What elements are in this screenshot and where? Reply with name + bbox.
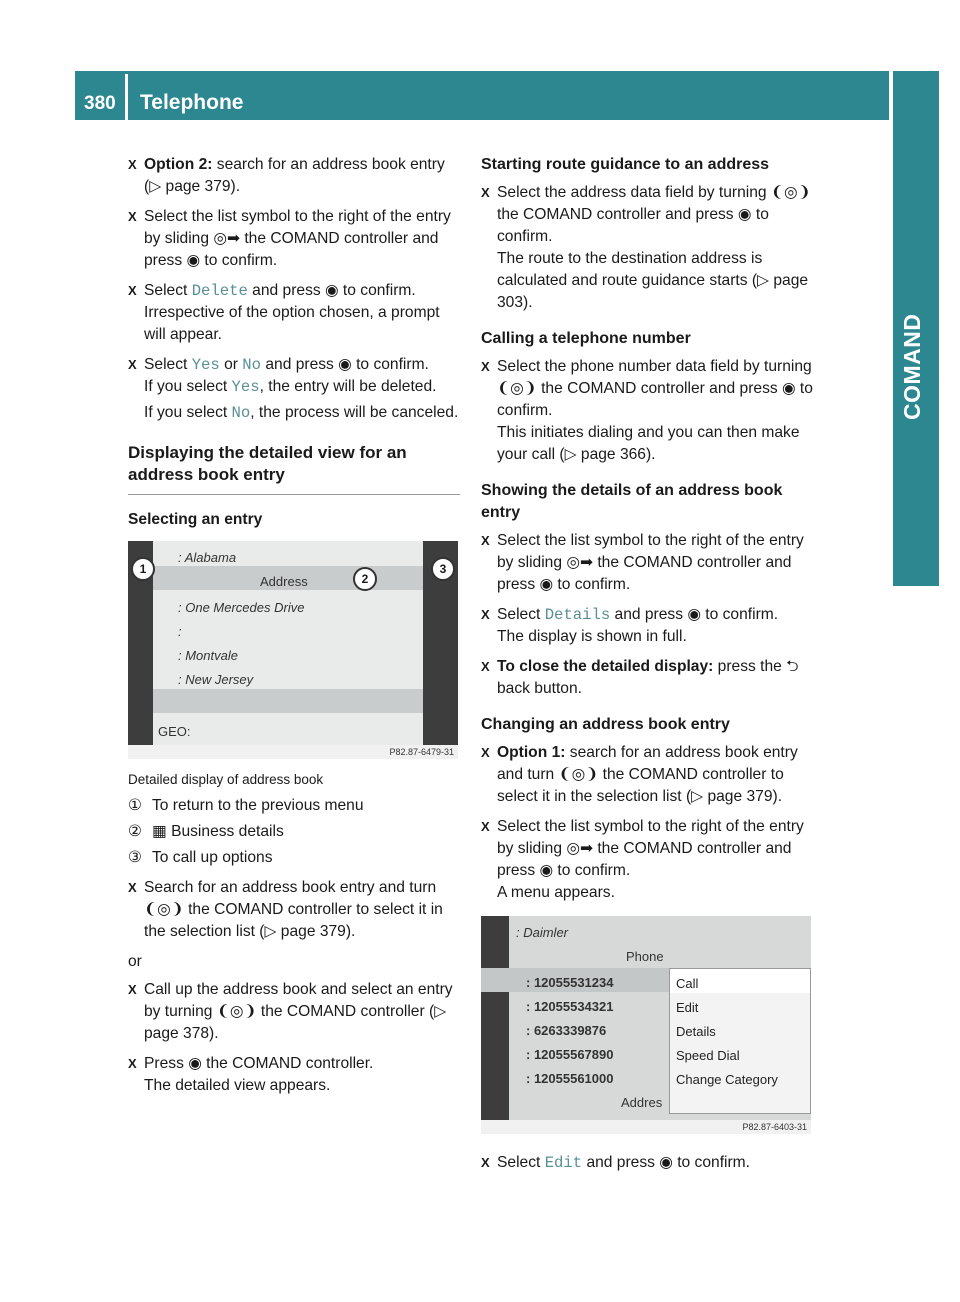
step-close-detail: X To close the detailed display: press the ⮌ back button. [481, 658, 799, 697]
step-call-up-address-book: X Call up the address book and select an entry by turning ❨◎❩ the COMAND controller (▷ page 378). [128, 981, 453, 1042]
number-2: : 12055534321 [526, 999, 614, 1014]
screenshot-code: P82.87-6479-31 [128, 745, 458, 759]
menu-item-edit[interactable]: Edit [676, 1000, 699, 1015]
side-tab-label: COMAND [899, 313, 925, 420]
figure-caption: Detailed display of address book [128, 772, 324, 787]
step-press-controller: X Press ◉ the COMAND controller. The detailed view appears. [128, 1055, 374, 1094]
step-select-list-symbol: X Select the list symbol to the right of the entry by sliding ◎➡ the COMAND controller and press ◉ to confirm. [128, 208, 451, 269]
field-street: : One Mercedes Drive [178, 600, 305, 615]
detailed-view-screenshot [128, 541, 458, 759]
step-option-1: X Option 1: search for an address book entry and turn ❨◎❩ the COMAND controller to select it in the selection list (▷ page 379). [481, 744, 798, 805]
legend-item-2: ② ▦ Business details [128, 823, 284, 840]
step-select-list-symbol-2: X Select the list symbol to the right of the entry by sliding ◎➡ the COMAND controller and press ◉ to confirm. [481, 532, 804, 593]
contact-name: : Daimler [516, 925, 569, 940]
step-option-2: X Option 2: search for an address book entry (▷ page 379). [128, 156, 445, 195]
field-geo: GEO: [158, 724, 191, 739]
field-city: : Montvale [178, 648, 238, 663]
heading-changing: Changing an address book entry [481, 716, 730, 733]
heading-route-guidance: Starting route guidance to an address [481, 156, 770, 173]
screenshot-code-2: P82.87-6403-31 [481, 1120, 811, 1134]
step-select-details: X Select Details and press ◉ to confirm. The display is shown in full. [481, 606, 779, 645]
left-column [128, 154, 460, 1105]
menu-item-call[interactable]: Call [676, 976, 699, 991]
callout-1: 1 [131, 557, 155, 581]
chapter-title: Telephone [140, 91, 244, 114]
header-divider [125, 74, 128, 120]
options-menu [669, 968, 811, 1114]
field-state: : Alabama [178, 550, 237, 565]
step-select-yes-no: X Select Yes or No and press ◉ to confirm. If you select Yes, the entry will be deleted. If you select No, the process will be canceled. [128, 356, 459, 422]
field-address-label: Address [260, 574, 308, 589]
phone-label: Phone [626, 949, 664, 964]
number-4: : 12055567890 [526, 1047, 614, 1062]
number-1: : 12055531234 [526, 975, 614, 990]
or-text: or [128, 953, 142, 970]
step-select-delete: X Select Delete and press ◉ to confirm. Irrespective of the option chosen, a prompt will appear. [128, 282, 440, 343]
menu-item-change-category[interactable]: Change Category [676, 1072, 778, 1087]
delete-code: Delete [191, 282, 248, 300]
step-search-entry: X Search for an address book entry and turn ❨◎❩ the COMAND controller to select it in the selection list (▷ page 379). [128, 879, 443, 940]
field-empty: : [178, 624, 182, 639]
menu-item-speed-dial[interactable]: Speed Dial [676, 1048, 740, 1063]
number-3: : 6263339876 [526, 1023, 607, 1038]
step-select-edit: X Select Edit and press ◉ to confirm. [481, 1154, 751, 1172]
callout-2: 2 [353, 567, 377, 591]
callout-3: 3 [431, 557, 455, 581]
phone-menu-screenshot [481, 916, 811, 1134]
number-5: : 12055561000 [526, 1071, 614, 1086]
step-select-list-symbol-3: X Select the list symbol to the right of the entry by sliding ◎➡ the COMAND controller and press ◉ to confirm. A menu appears. [481, 818, 804, 901]
step-select-address-field: X Select the address data field by turning ❨◎❩ the COMAND controller and press ◉ to confirm. The route to the destination address is calculated and route guidance starts (▷ page 303). [481, 184, 811, 311]
field-region: : New Jersey [178, 672, 254, 687]
subheading: Selecting an entry [128, 511, 263, 528]
step-select-phone-field: X Select the phone number data field by turning ❨◎❩ the COMAND controller and press ◉ to confirm. This initiates dialing and you can then make your call (▷ page 366). [481, 358, 813, 463]
legend-item-3: ③ To call up options [128, 849, 273, 866]
address-label: Addres [621, 1095, 663, 1110]
heading-calling: Calling a telephone number [481, 330, 691, 347]
right-column [481, 154, 813, 1182]
menu-item-details[interactable]: Details [676, 1024, 716, 1039]
legend-item-1: ① To return to the previous menu [128, 797, 364, 814]
page-number: 380 [84, 93, 116, 114]
heading-show-details: Showing the details of an address book entry [481, 482, 783, 521]
section-heading: Displaying the detailed view for an address book entry [128, 442, 460, 495]
